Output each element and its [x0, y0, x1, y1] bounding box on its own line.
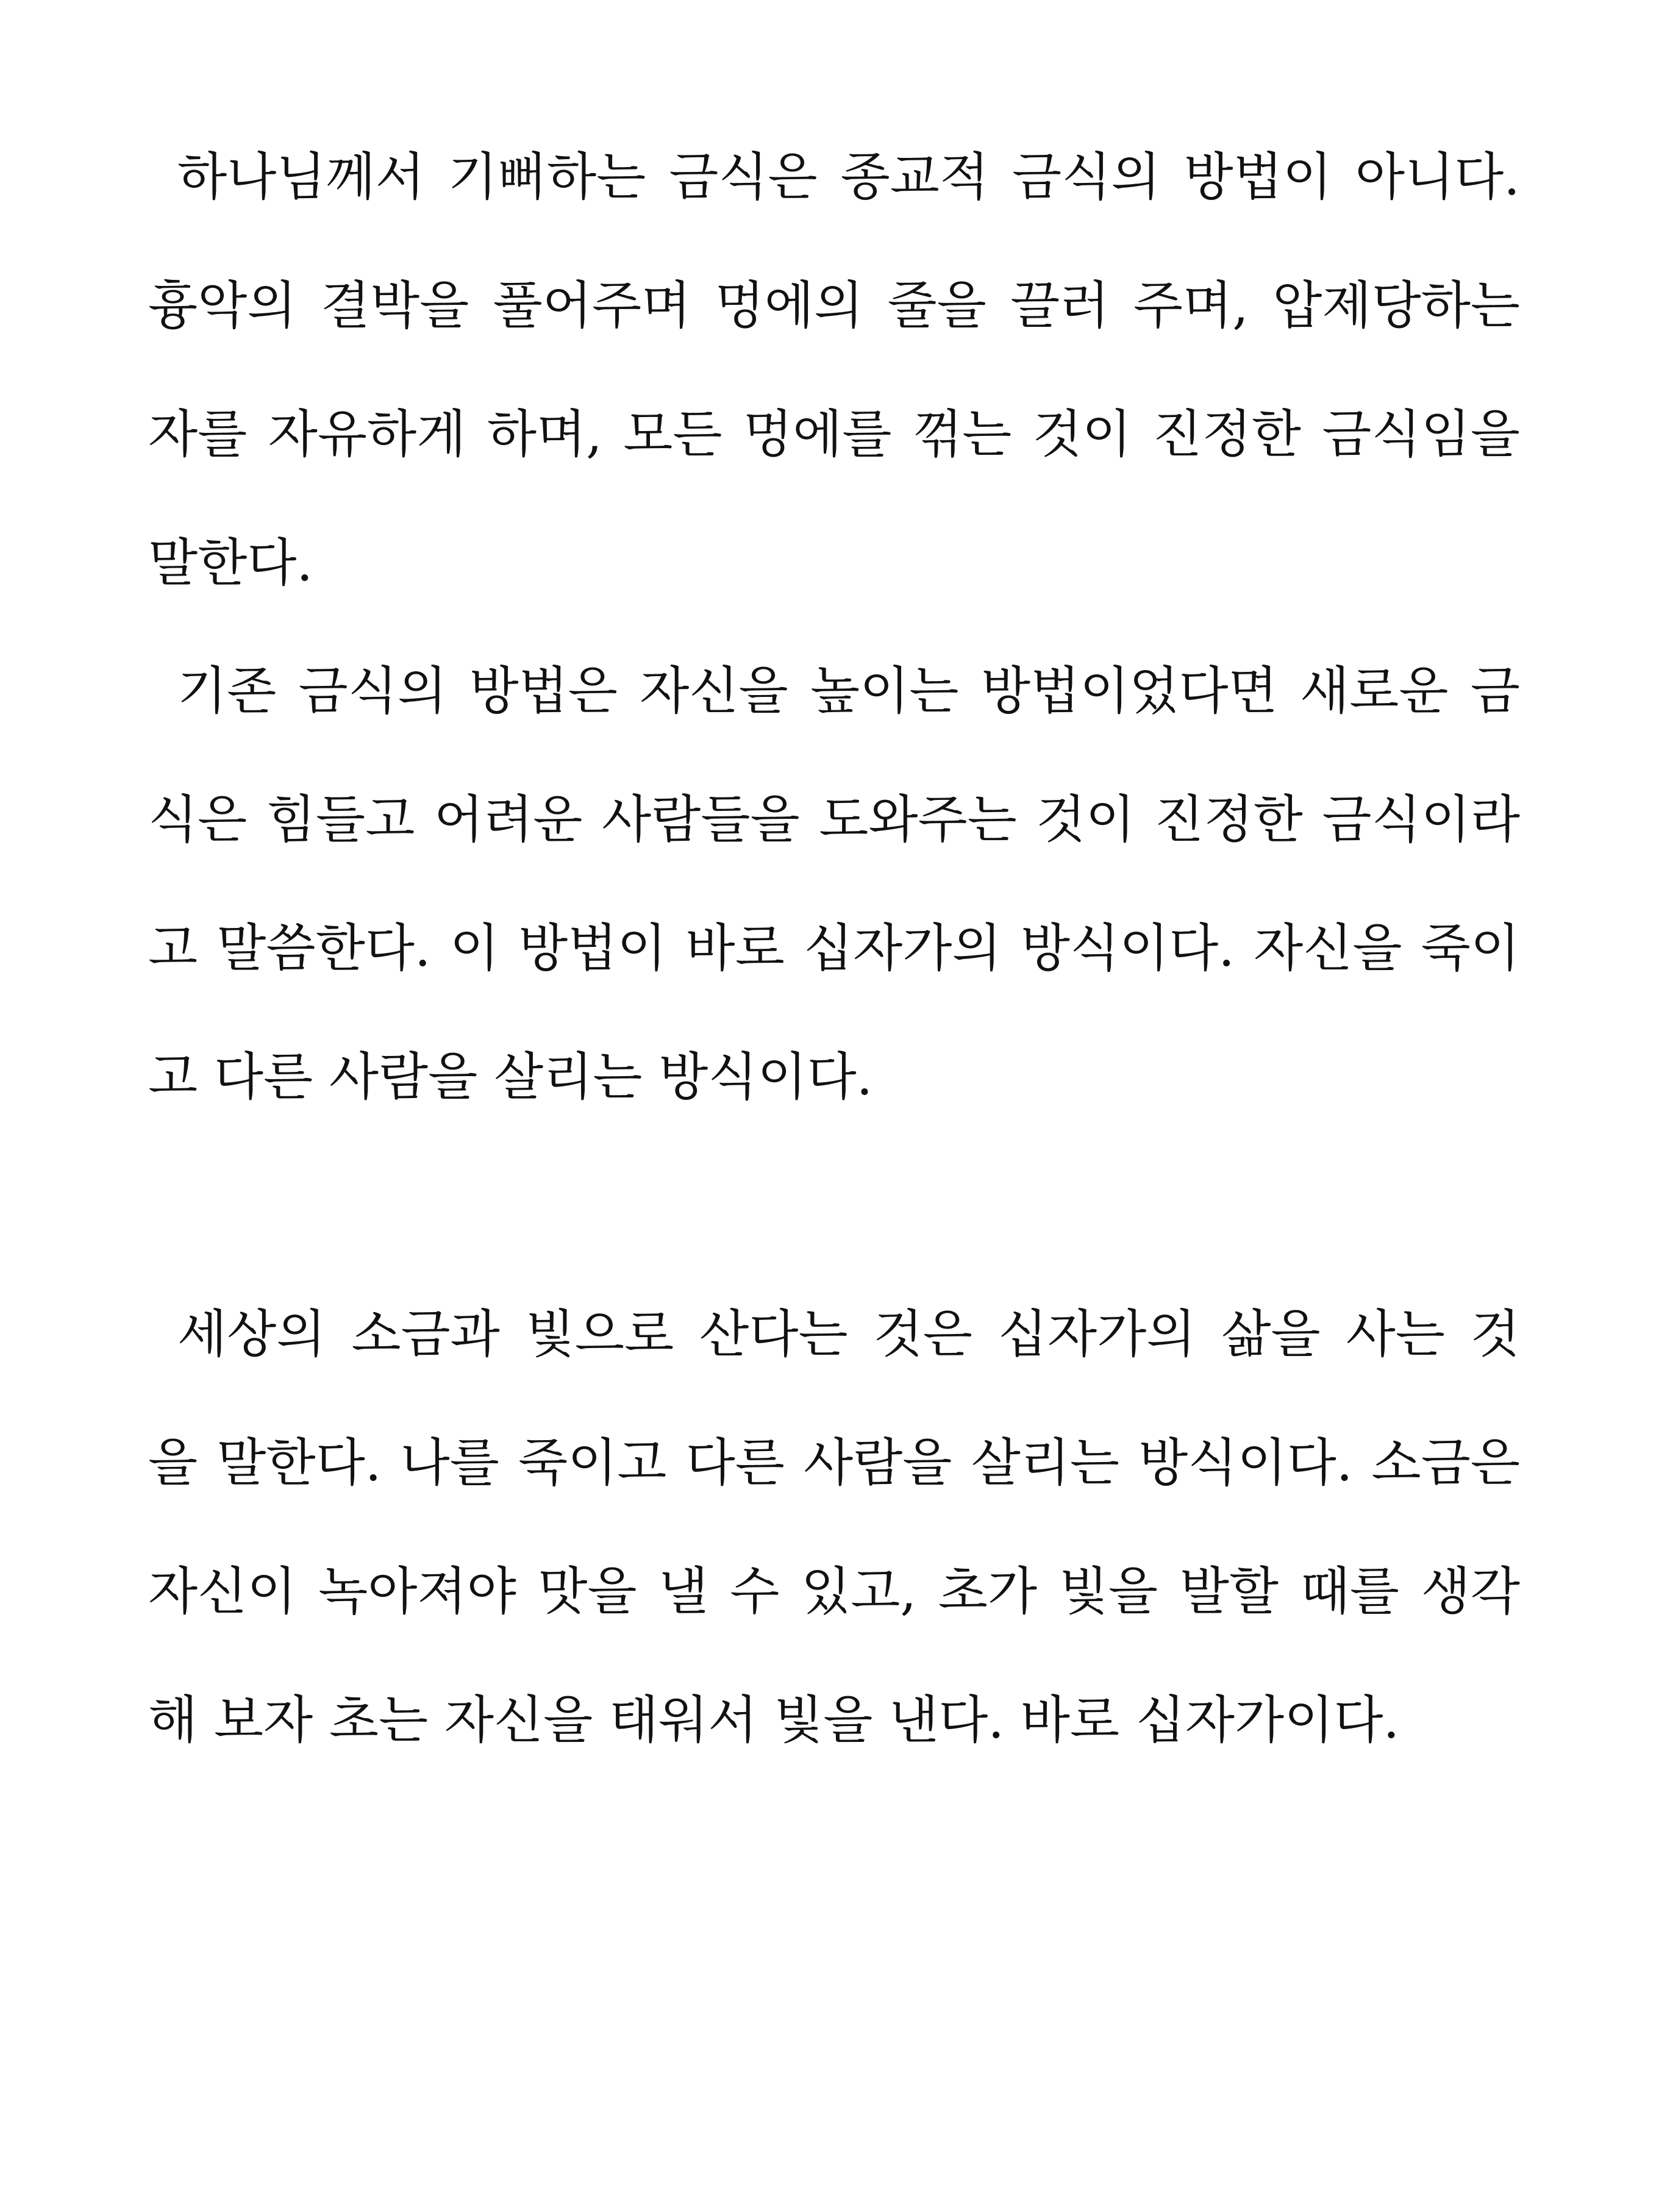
paragraph-2-line-1: 기존 금식의 방법은 자신을 높이는 방법이었다면 새로운 금 — [177, 661, 1520, 721]
paragraph-1-line-3: 자를 자유하게 하며, 모든 멍에를 꺾는 것이 진정한 금식임을 — [148, 404, 1520, 464]
paragraph-2-line-3: 고 말씀한다. 이 방법이 바로 십자가의 방식이다. 자신을 죽이 — [148, 918, 1520, 978]
paragraph-1-line-2: 흉악의 결박을 풀어주며 멍에의 줄을 끌러 주며, 압제당하는 — [148, 276, 1520, 335]
paragraph-3-line-3: 자신이 녹아져야 맛을 낼 수 있고, 초가 빛을 발할 때를 생각 — [148, 1561, 1520, 1621]
paragraph-3-line-1: 세상의 소금과 빛으로 산다는 것은 십자가의 삶을 사는 것 — [177, 1304, 1520, 1364]
paragraph-3-line-2: 을 말한다. 나를 죽이고 다른 사람을 살리는 방식이다. 소금은 — [148, 1433, 1520, 1493]
paragraph-2-line-4: 고 다른 사람을 살리는 방식이다. — [148, 1047, 873, 1107]
paragraph-1-line-1: 하나님께서 기뻐하는 금식은 종교적 금식의 방법이 아니다. — [177, 147, 1520, 207]
paragraph-2-line-2: 식은 힘들고 어려운 사람들을 도와주는 것이 진정한 금식이라 — [148, 790, 1520, 849]
paragraph-3-line-4: 해 보자 초는 자신을 태워서 빛을 낸다. 바로 십자가이다. — [148, 1690, 1400, 1750]
paragraph-1-line-4: 말한다. — [148, 533, 313, 593]
